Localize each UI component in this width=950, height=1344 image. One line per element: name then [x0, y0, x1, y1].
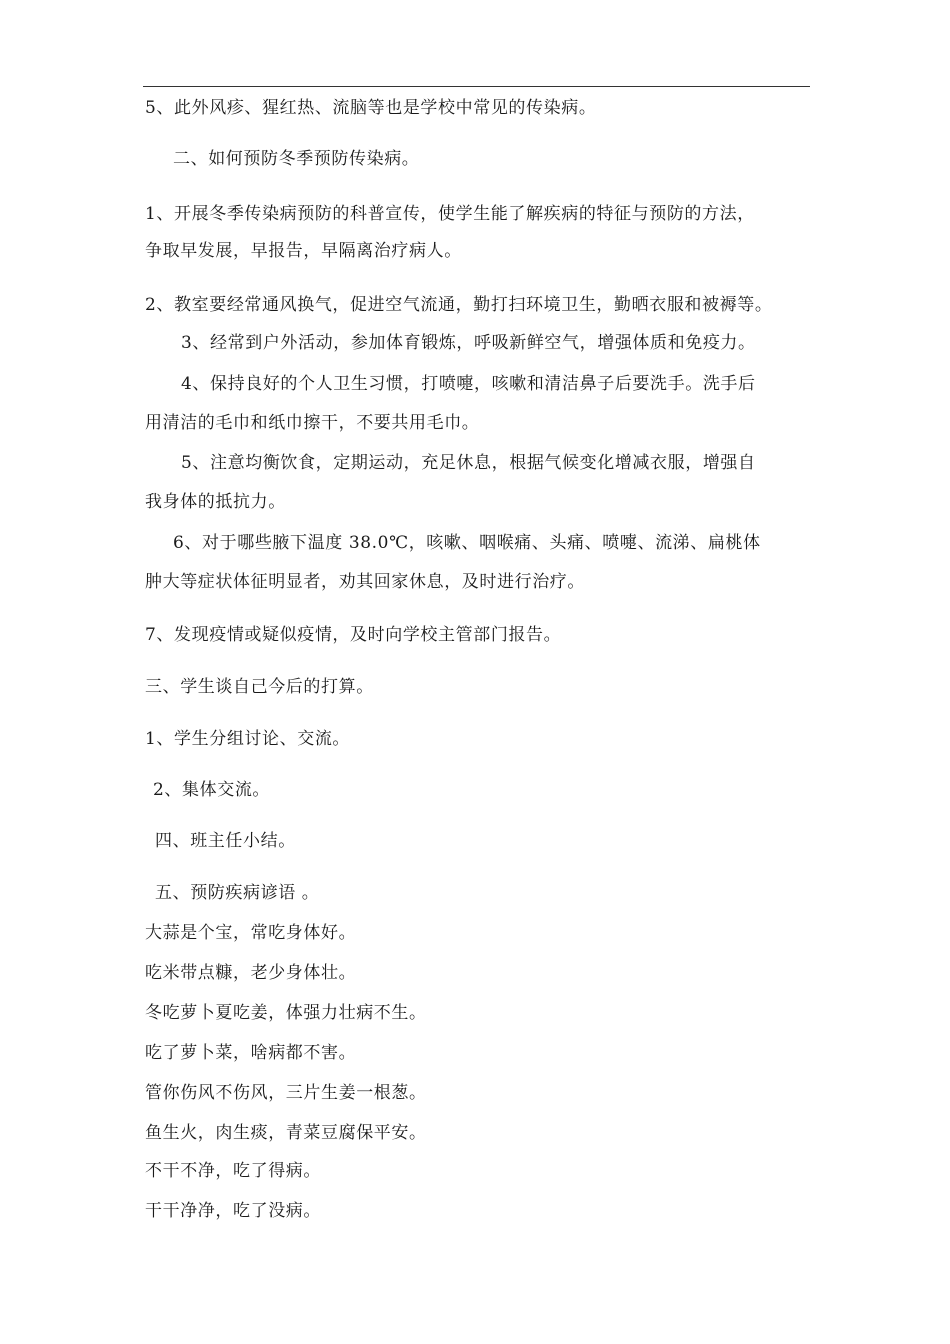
proverb-line: 冬吃萝卜夏吃姜，体强力壮病不生。: [145, 1003, 427, 1023]
text-line: 5、注意均衡饮食，定期运动，充足休息，根据气候变化增减衣服，增强自: [181, 453, 756, 473]
section-heading: 二、如何预防冬季预防传染病。: [173, 149, 420, 169]
proverb-line: 干干净净，吃了没病。: [145, 1201, 321, 1221]
proverb-line: 大蒜是个宝，常吃身体好。: [145, 923, 357, 943]
proverb-line: 鱼生火，肉生痰，青菜豆腐保平安。: [145, 1123, 427, 1143]
proverb-line: 吃米带点糠，老少身体壮。: [145, 963, 357, 983]
text-line: 1、学生分组讨论、交流。: [145, 729, 351, 749]
text-line: 5、此外风疹、猩红热、流脑等也是学校中常见的传染病。: [145, 98, 597, 118]
text-line: 3、经常到户外活动，参加体育锻炼，呼吸新鲜空气，增强体质和免疫力。: [181, 333, 756, 353]
section-heading: 三、学生谈自己今后的打算。: [145, 677, 374, 697]
proverb-line: 吃了萝卜菜，啥病都不害。: [145, 1043, 357, 1063]
text-line: 肿大等症状体征明显者，劝其回家休息，及时进行治疗。: [145, 572, 585, 592]
text-line: 6、对于哪些腋下温度 38.0℃，咳嗽、咽喉痛、头痛、喷嚏、流涕、扁桃体: [173, 533, 761, 553]
proverb-line: 不干不净，吃了得病。: [145, 1161, 321, 1181]
text-line: 2、教室要经常通风换气，促进空气流通，勤打扫环境卫生，勤晒衣服和被褥等。: [145, 295, 773, 315]
text-line: 4、保持良好的个人卫生习惯，打喷嚏，咳嗽和清洁鼻子后要洗手。洗手后: [181, 374, 756, 394]
section-heading: 五、预防疾病谚语 。: [155, 883, 320, 903]
proverb-line: 管你伤风不伤风，三片生姜一根葱。: [145, 1083, 427, 1103]
header-rule: [143, 86, 810, 87]
text-line: 7、发现疫情或疑似疫情，及时向学校主管部门报告。: [145, 625, 562, 645]
text-line: 我身体的抵抗力。: [145, 492, 286, 512]
section-heading: 四、班主任小结。: [155, 831, 296, 851]
text-line: 争取早发展，早报告，早隔离治疗病人。: [145, 241, 462, 261]
text-line: 1、开展冬季传染病预防的科普宣传，使学生能了解疾病的特征与预防的方法，: [145, 204, 755, 224]
text-line: 2、集体交流。: [153, 780, 271, 800]
text-line: 用清洁的毛巾和纸巾擦干，不要共用毛巾。: [145, 413, 480, 433]
